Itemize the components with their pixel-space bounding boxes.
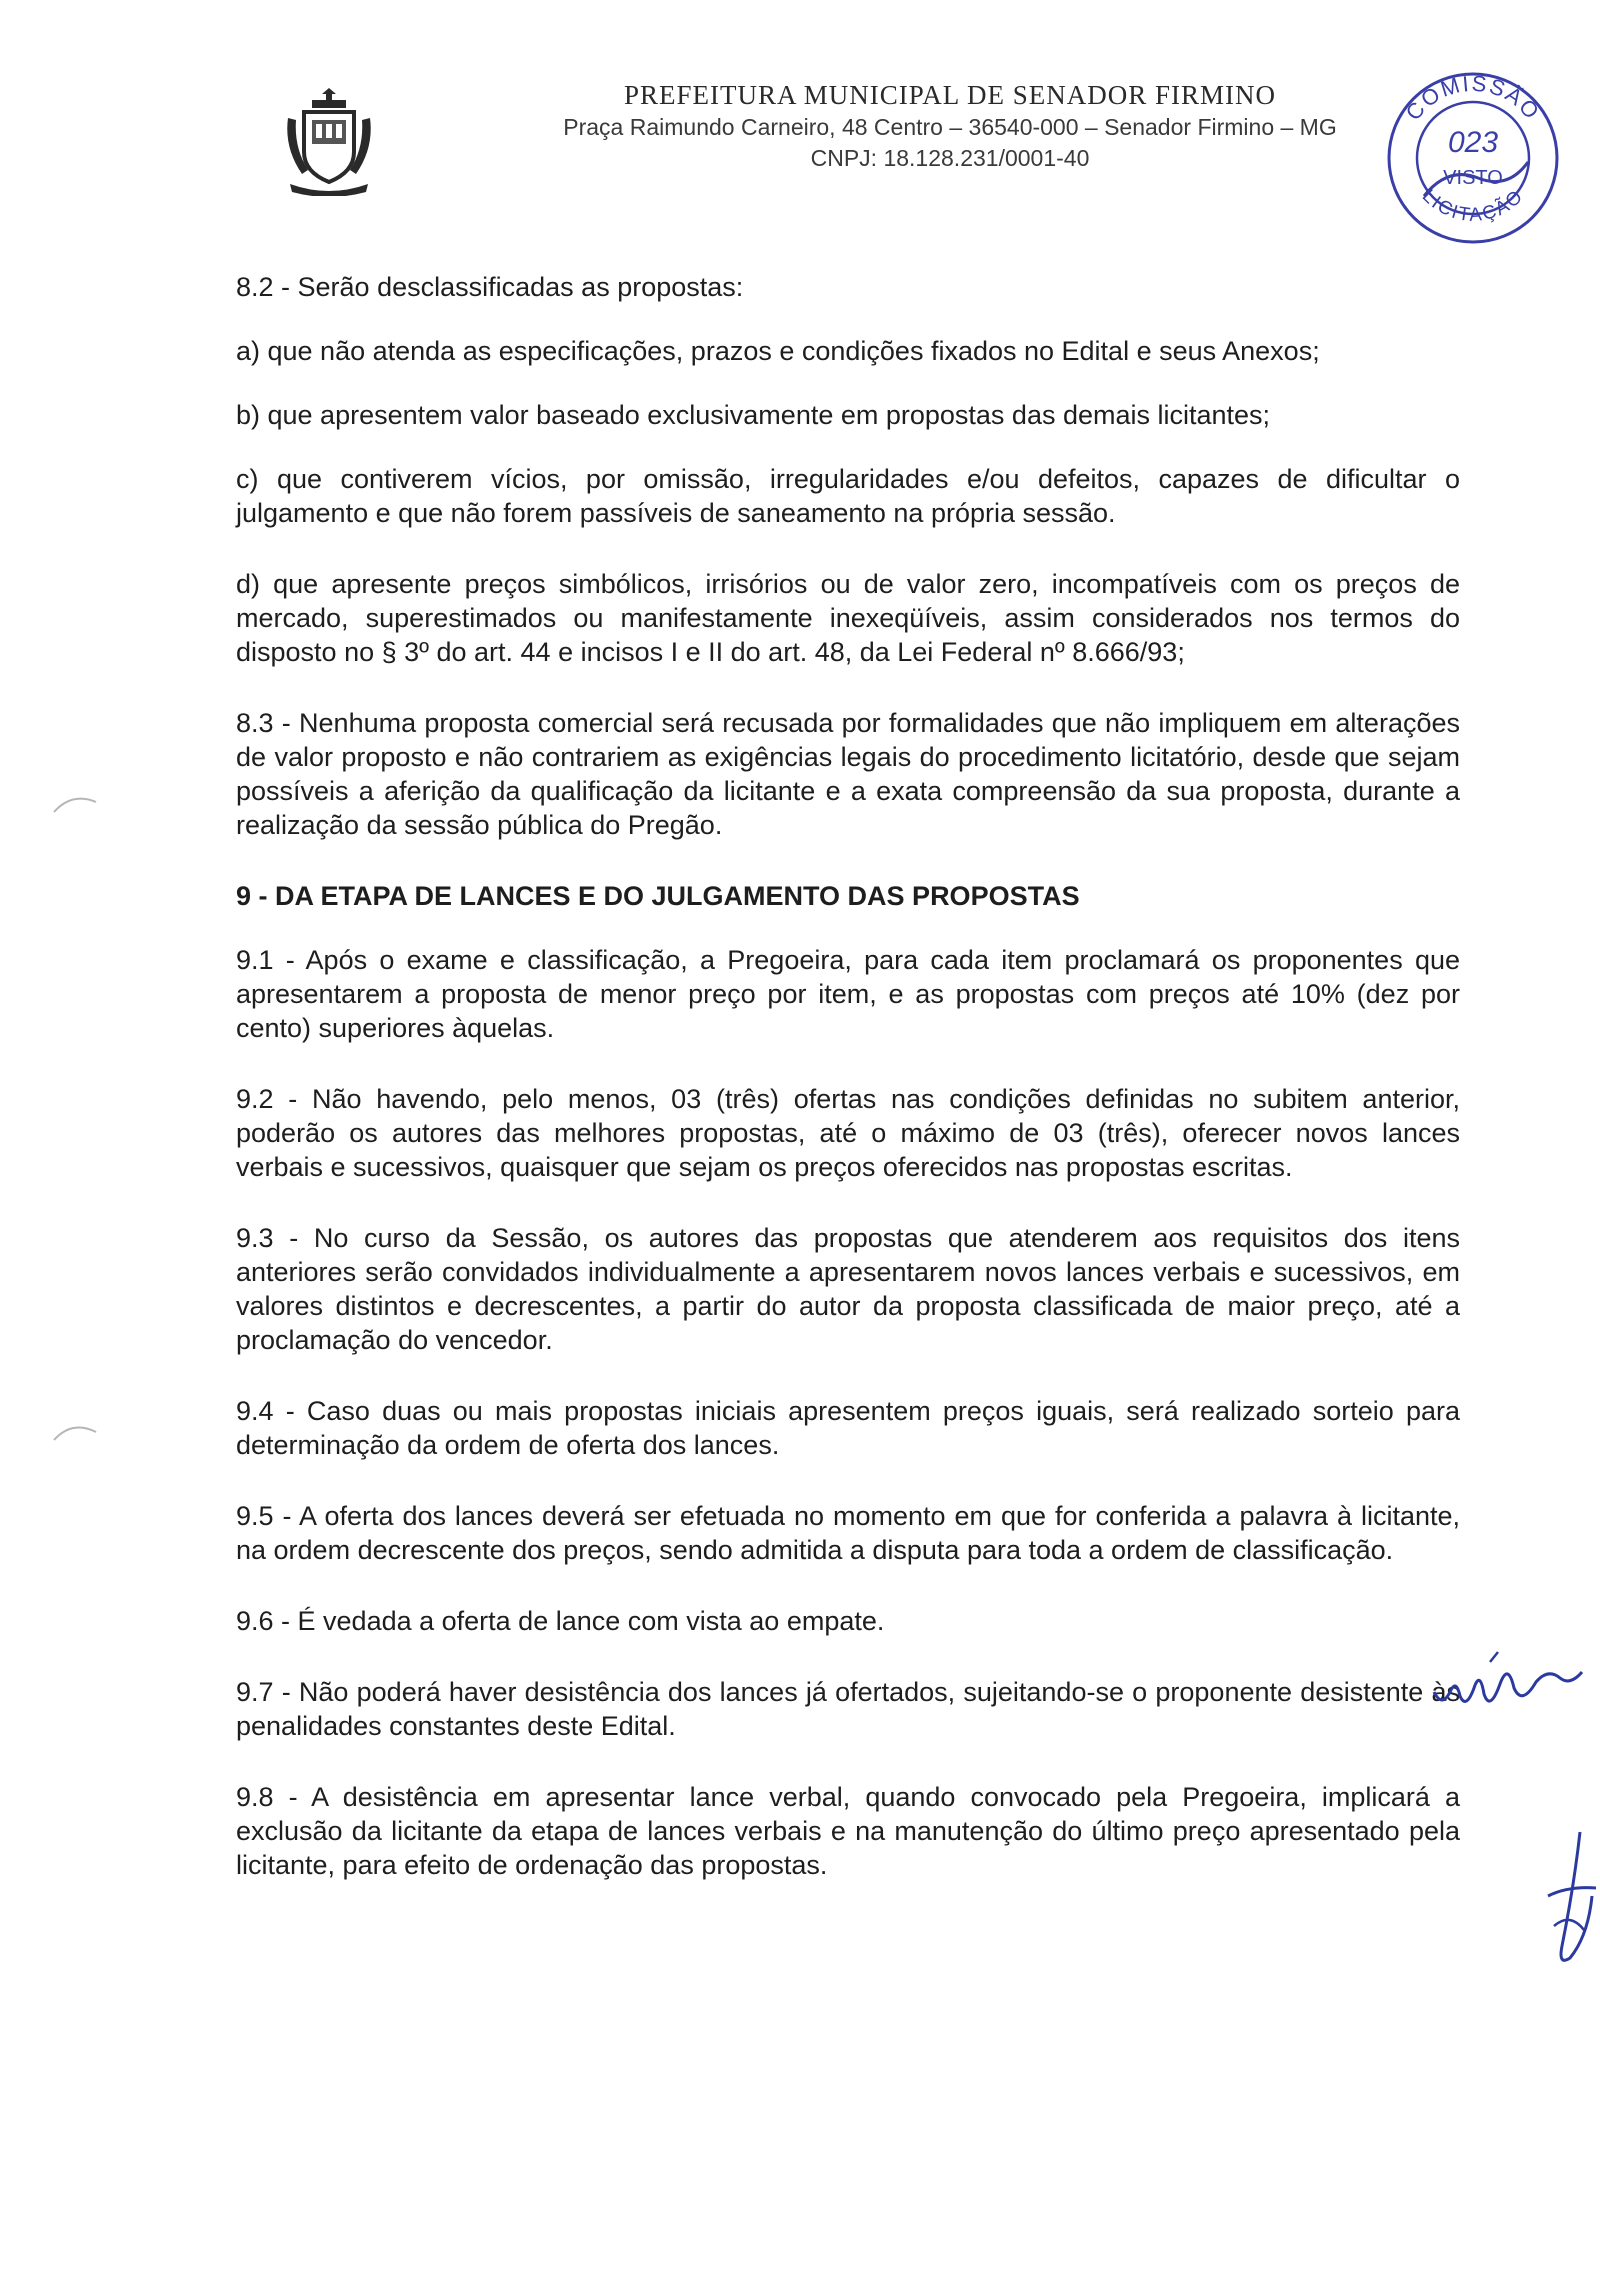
clause-9-7: 9.7 - Não poderá haver desistência dos lances já ofertados, sujeitando-se o proponente desistente às penalidades constantes deste Edital. [236,1677,1460,1741]
margin-rubric-signature [1540,1826,1600,1976]
left-margin-mark [50,790,100,820]
commission-stamp [1378,66,1568,250]
clause-9-8: 9.8 - A desistência em apresentar lance verbal, quando convocado pela Pregoeira, implicará a exclusão da licitante da etapa de lances verbais e na manutenção do último preço apresentado pela licitante, para efeito de ordenação das propostas. [236,1782,1460,1880]
municipality-address: Praça Raimundo Carneiro, 48 Centro – 36540-000 – Senador Firmino – MG [563,114,1337,140]
left-margin-mark-2 [50,1418,100,1448]
clause-9-1: 9.1 - Após o exame e classificação, a Pregoeira, para cada item proclamará os proponentes que apresentarem a proposta de menor preço por item, e as propostas com preços até 10% (dez por cento) superiores àquelas. [236,945,1460,1043]
section-9-heading: 9 - DA ETAPA DE LANCES E DO JULGAMENTO DAS PROPOSTAS [236,881,1080,911]
clause-8-2-c: c) que contiverem vícios, por omissão, irregularidades e/ou defeitos, capazes de dificultar o julgamento e que não forem passíveis de saneamento na própria sessão. [236,464,1460,528]
clause-9-6: 9.6 - É vedada a oferta de lance com vista ao empate. [236,1606,885,1636]
clause-8-2-b: b) que apresentem valor baseado exclusivamente em propostas das demais licitantes; [236,400,1271,430]
clause-8-3: 8.3 - Nenhuma proposta comercial será recusada por formalidades que não impliquem em alterações de valor proposto e não contrariem as exigências legais do procedimento licitatório, desde que sejam possíveis a aferição da qualificação da licitante e a exata compreensão da sua proposta, durante a realização da sessão pública do Pregão. [236,708,1460,840]
stamp-number: 023 [1447,126,1499,159]
clause-8-2-a: a) que não atenda as especificações, prazos e condições fixados no Edital e seus Anexos; [236,336,1320,366]
municipality-cnpj: CNPJ: 18.128.231/0001-40 [810,145,1090,171]
clause-8-2-d: d) que apresente preços simbólicos, irrisórios ou de valor zero, incompatíveis com os preços de mercado, superestimados ou manifestamente inexeqüíveis, assim considerados nos termos do disposto no § 3º do art. 44 e incisos I e II do art. 48, da Lei Federal nº 8.666/93; [236,569,1460,667]
stamp-top-text: COMISSÃO [1400,70,1546,126]
clause-9-5: 9.5 - A oferta dos lances deverá ser efetuada no momento em que for conferida a palavra à licitante, na ordem decrescente dos preços, sendo admitida a disputa para toda a ordem de classificação. [236,1501,1460,1565]
clause-9-4: 9.4 - Caso duas ou mais propostas iniciais apresentem preços iguais, será realizado sorteio para determinação da ordem de oferta dos lances. [236,1396,1460,1460]
letterhead [0,0,1600,250]
municipal-crest-icon [282,88,376,196]
letterhead-text [440,78,1460,174]
initials-signature [1428,1648,1588,1728]
clause-9-3: 9.3 - No curso da Sessão, os autores das propostas que atenderem aos requisitos dos itens anteriores serão convidados individualmente a apresentarem novos lances verbais e sucessivos, em valores distintos e decrescentes, a partir do autor da proposta classificada de maior preço, até a proclamação do vencedor. [236,1223,1460,1355]
clause-9-2: 9.2 - Não havendo, pelo menos, 03 (três) ofertas nas condições definidas no subitem anterior, poderão os autores das melhores propostas, até o máximo de 03 (três), oferecer novos lances verbais e sucessivos, quaisquer que sejam os preços oferecidos nas propostas escritas. [236,1084,1460,1182]
stamp-bottom-text: LICITAÇÃO [1417,185,1529,227]
clause-8-2: 8.2 - Serão desclassificadas as propostas: [236,272,744,302]
stamp-visto: VISTO [1443,167,1503,189]
municipality-title: PREFEITURA MUNICIPAL DE SENADOR FIRMINO [623,80,1277,110]
document-body [236,270,1460,1919]
